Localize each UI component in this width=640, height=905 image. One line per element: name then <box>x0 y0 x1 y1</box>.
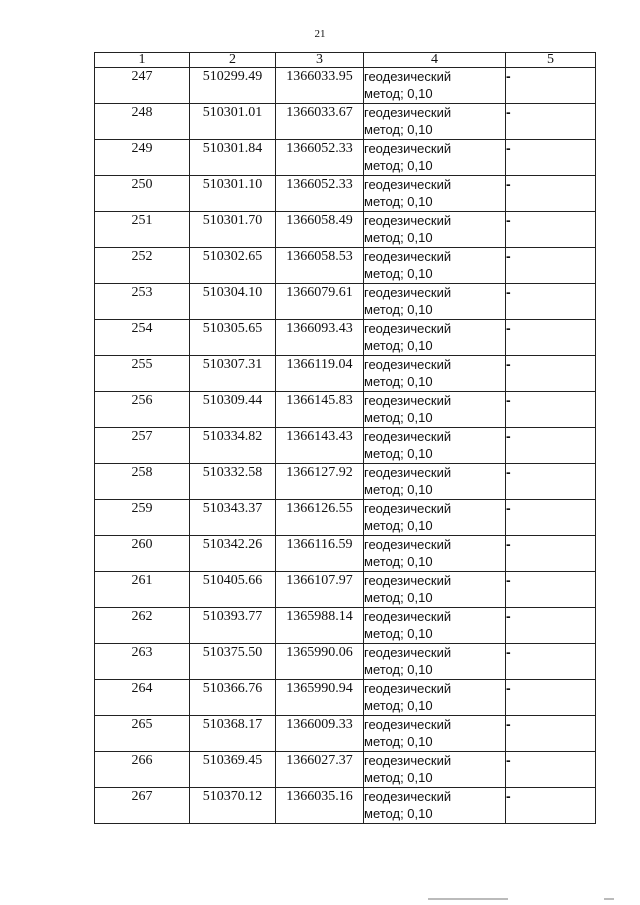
method-line-2: метод; 0,10 <box>364 410 433 425</box>
page-number: 21 <box>314 28 326 40</box>
method-line-2: метод; 0,10 <box>364 374 433 389</box>
method-line-1: геодезический <box>364 285 452 300</box>
coordinate-x-cell: 510370.12 <box>190 788 276 824</box>
point-number-cell: 257 <box>95 428 190 464</box>
method-line-2: метод; 0,10 <box>364 194 433 209</box>
point-number-cell: 256 <box>95 392 190 428</box>
coordinate-y-cell: 1366009.33 <box>276 716 364 752</box>
point-number-cell: 252 <box>95 248 190 284</box>
coordinate-x-cell: 510332.58 <box>190 464 276 500</box>
point-number-cell: 253 <box>95 284 190 320</box>
coordinate-y-cell: 1366027.37 <box>276 752 364 788</box>
table-row <box>95 68 596 104</box>
coordinate-y-cell: 1366126.55 <box>276 500 364 536</box>
table-row <box>95 464 596 500</box>
coordinate-y-cell: 1366058.49 <box>276 212 364 248</box>
method-cell <box>364 752 506 788</box>
header-row <box>95 53 596 68</box>
method-cell <box>364 572 506 608</box>
point-number-cell: 265 <box>95 716 190 752</box>
point-number-cell: 255 <box>95 356 190 392</box>
method-line-2: метод; 0,10 <box>364 86 433 101</box>
table-row <box>95 428 596 464</box>
method-line-2: метод; 0,10 <box>364 554 433 569</box>
coordinate-x-cell: 510299.49 <box>190 68 276 104</box>
method-line-2: метод; 0,10 <box>364 158 433 173</box>
note-cell: - <box>506 500 596 536</box>
method-cell <box>364 320 506 356</box>
method-cell <box>364 284 506 320</box>
coordinate-x-cell: 510375.50 <box>190 644 276 680</box>
note-cell: - <box>506 68 596 104</box>
table-row <box>95 536 596 572</box>
coordinate-x-cell: 510405.66 <box>190 572 276 608</box>
coordinate-y-cell: 1366079.61 <box>276 284 364 320</box>
method-cell <box>364 680 506 716</box>
method-cell <box>364 428 506 464</box>
point-number-cell: 264 <box>95 680 190 716</box>
note-cell: - <box>506 356 596 392</box>
header-col-2: 2 <box>190 53 276 68</box>
coordinate-y-cell: 1366093.43 <box>276 320 364 356</box>
point-number-cell: 254 <box>95 320 190 356</box>
coordinate-x-cell: 510302.65 <box>190 248 276 284</box>
coordinate-y-cell: 1366058.53 <box>276 248 364 284</box>
coordinate-y-cell: 1366033.95 <box>276 68 364 104</box>
point-number-cell: 263 <box>95 644 190 680</box>
point-number-cell: 260 <box>95 536 190 572</box>
method-line-1: геодезический <box>364 501 452 516</box>
method-line-2: метод; 0,10 <box>364 230 433 245</box>
coordinate-y-cell: 1366035.16 <box>276 788 364 824</box>
note-cell: - <box>506 320 596 356</box>
method-line-2: метод; 0,10 <box>364 698 433 713</box>
table-row <box>95 356 596 392</box>
table-body <box>95 68 596 824</box>
point-number-cell: 262 <box>95 608 190 644</box>
point-number-cell: 266 <box>95 752 190 788</box>
method-cell <box>364 644 506 680</box>
method-line-1: геодезический <box>364 573 452 588</box>
coordinates-table <box>94 52 596 824</box>
method-line-2: метод; 0,10 <box>364 590 433 605</box>
method-line-2: метод; 0,10 <box>364 770 433 785</box>
method-cell <box>364 68 506 104</box>
note-cell: - <box>506 464 596 500</box>
method-line-2: метод; 0,10 <box>364 806 433 821</box>
coordinate-x-cell: 510369.45 <box>190 752 276 788</box>
coordinate-x-cell: 510368.17 <box>190 716 276 752</box>
method-cell <box>364 356 506 392</box>
method-cell <box>364 536 506 572</box>
coordinate-x-cell: 510301.70 <box>190 212 276 248</box>
coordinate-x-cell: 510301.10 <box>190 176 276 212</box>
method-line-1: геодезический <box>364 789 452 804</box>
point-number-cell: 267 <box>95 788 190 824</box>
table-row <box>95 320 596 356</box>
method-line-1: геодезический <box>364 681 452 696</box>
point-number-cell: 249 <box>95 140 190 176</box>
method-line-2: метод; 0,10 <box>364 626 433 641</box>
coordinate-y-cell: 1365988.14 <box>276 608 364 644</box>
table-row <box>95 500 596 536</box>
method-line-2: метод; 0,10 <box>364 266 433 281</box>
method-line-1: геодезический <box>364 321 452 336</box>
method-line-2: метод; 0,10 <box>364 122 433 137</box>
coordinate-y-cell: 1366116.59 <box>276 536 364 572</box>
note-cell: - <box>506 716 596 752</box>
coordinate-x-cell: 510301.01 <box>190 104 276 140</box>
method-cell <box>364 176 506 212</box>
method-line-2: метод; 0,10 <box>364 482 433 497</box>
method-cell <box>364 392 506 428</box>
coordinate-y-cell: 1365990.94 <box>276 680 364 716</box>
method-cell <box>364 140 506 176</box>
point-number-cell: 248 <box>95 104 190 140</box>
coordinate-y-cell: 1366127.92 <box>276 464 364 500</box>
note-cell: - <box>506 572 596 608</box>
note-cell: - <box>506 536 596 572</box>
table-row <box>95 752 596 788</box>
note-cell: - <box>506 284 596 320</box>
method-line-1: геодезический <box>364 465 452 480</box>
coordinate-y-cell: 1366145.83 <box>276 392 364 428</box>
note-cell: - <box>506 608 596 644</box>
table-header <box>95 53 596 68</box>
table-row <box>95 392 596 428</box>
footer-scan-mark-left <box>428 898 508 900</box>
note-cell: - <box>506 428 596 464</box>
point-number-cell: 259 <box>95 500 190 536</box>
method-cell <box>364 608 506 644</box>
method-line-1: геодезический <box>364 609 452 624</box>
point-number-cell: 247 <box>95 68 190 104</box>
method-line-2: метод; 0,10 <box>364 518 433 533</box>
method-cell <box>364 104 506 140</box>
method-line-1: геодезический <box>364 753 452 768</box>
method-line-1: геодезический <box>364 213 452 228</box>
point-number-cell: 251 <box>95 212 190 248</box>
method-line-2: метод; 0,10 <box>364 662 433 677</box>
coordinate-y-cell: 1366107.97 <box>276 572 364 608</box>
table-row <box>95 212 596 248</box>
table-row <box>95 176 596 212</box>
point-number-cell: 250 <box>95 176 190 212</box>
coordinate-x-cell: 510305.65 <box>190 320 276 356</box>
note-cell: - <box>506 104 596 140</box>
coordinate-x-cell: 510307.31 <box>190 356 276 392</box>
table-row <box>95 284 596 320</box>
table-row <box>95 788 596 824</box>
method-line-2: метод; 0,10 <box>364 446 433 461</box>
method-cell <box>364 716 506 752</box>
method-line-1: геодезический <box>364 537 452 552</box>
note-cell: - <box>506 644 596 680</box>
method-line-1: геодезический <box>364 645 452 660</box>
header-col-3: 3 <box>276 53 364 68</box>
coordinate-x-cell: 510343.37 <box>190 500 276 536</box>
header-col-4: 4 <box>364 53 506 68</box>
note-cell: - <box>506 248 596 284</box>
method-line-2: метод; 0,10 <box>364 302 433 317</box>
note-cell: - <box>506 752 596 788</box>
method-line-2: метод; 0,10 <box>364 338 433 353</box>
method-line-1: геодезический <box>364 717 452 732</box>
method-line-1: геодезический <box>364 249 452 264</box>
method-line-1: геодезический <box>364 105 452 120</box>
note-cell: - <box>506 680 596 716</box>
coordinate-x-cell: 510342.26 <box>190 536 276 572</box>
coordinate-y-cell: 1366052.33 <box>276 176 364 212</box>
table-row <box>95 248 596 284</box>
note-cell: - <box>506 176 596 212</box>
method-line-1: геодезический <box>364 429 452 444</box>
method-line-1: геодезический <box>364 357 452 372</box>
header-col-1: 1 <box>95 53 190 68</box>
table-row <box>95 680 596 716</box>
method-line-1: геодезический <box>364 393 452 408</box>
method-line-1: геодезический <box>364 141 452 156</box>
coordinate-x-cell: 510304.10 <box>190 284 276 320</box>
note-cell: - <box>506 392 596 428</box>
point-number-cell: 261 <box>95 572 190 608</box>
table-row <box>95 608 596 644</box>
table-row <box>95 572 596 608</box>
coordinate-y-cell: 1366119.04 <box>276 356 364 392</box>
coordinate-y-cell: 1366143.43 <box>276 428 364 464</box>
coordinate-y-cell: 1366033.67 <box>276 104 364 140</box>
table-row <box>95 716 596 752</box>
note-cell: - <box>506 788 596 824</box>
method-cell <box>364 788 506 824</box>
coordinate-x-cell: 510334.82 <box>190 428 276 464</box>
coordinate-x-cell: 510301.84 <box>190 140 276 176</box>
method-cell <box>364 500 506 536</box>
note-cell: - <box>506 140 596 176</box>
note-cell: - <box>506 212 596 248</box>
table-row <box>95 644 596 680</box>
footer-scan-mark-right <box>604 898 614 900</box>
header-col-5: 5 <box>506 53 596 68</box>
method-cell <box>364 248 506 284</box>
coordinate-x-cell: 510366.76 <box>190 680 276 716</box>
method-line-2: метод; 0,10 <box>364 734 433 749</box>
point-number-cell: 258 <box>95 464 190 500</box>
method-line-1: геодезический <box>364 69 452 84</box>
method-cell <box>364 212 506 248</box>
method-line-1: геодезический <box>364 177 452 192</box>
coordinate-x-cell: 510393.77 <box>190 608 276 644</box>
method-cell <box>364 464 506 500</box>
table-row <box>95 104 596 140</box>
coordinate-y-cell: 1365990.06 <box>276 644 364 680</box>
coordinate-y-cell: 1366052.33 <box>276 140 364 176</box>
coordinate-x-cell: 510309.44 <box>190 392 276 428</box>
table-row <box>95 140 596 176</box>
